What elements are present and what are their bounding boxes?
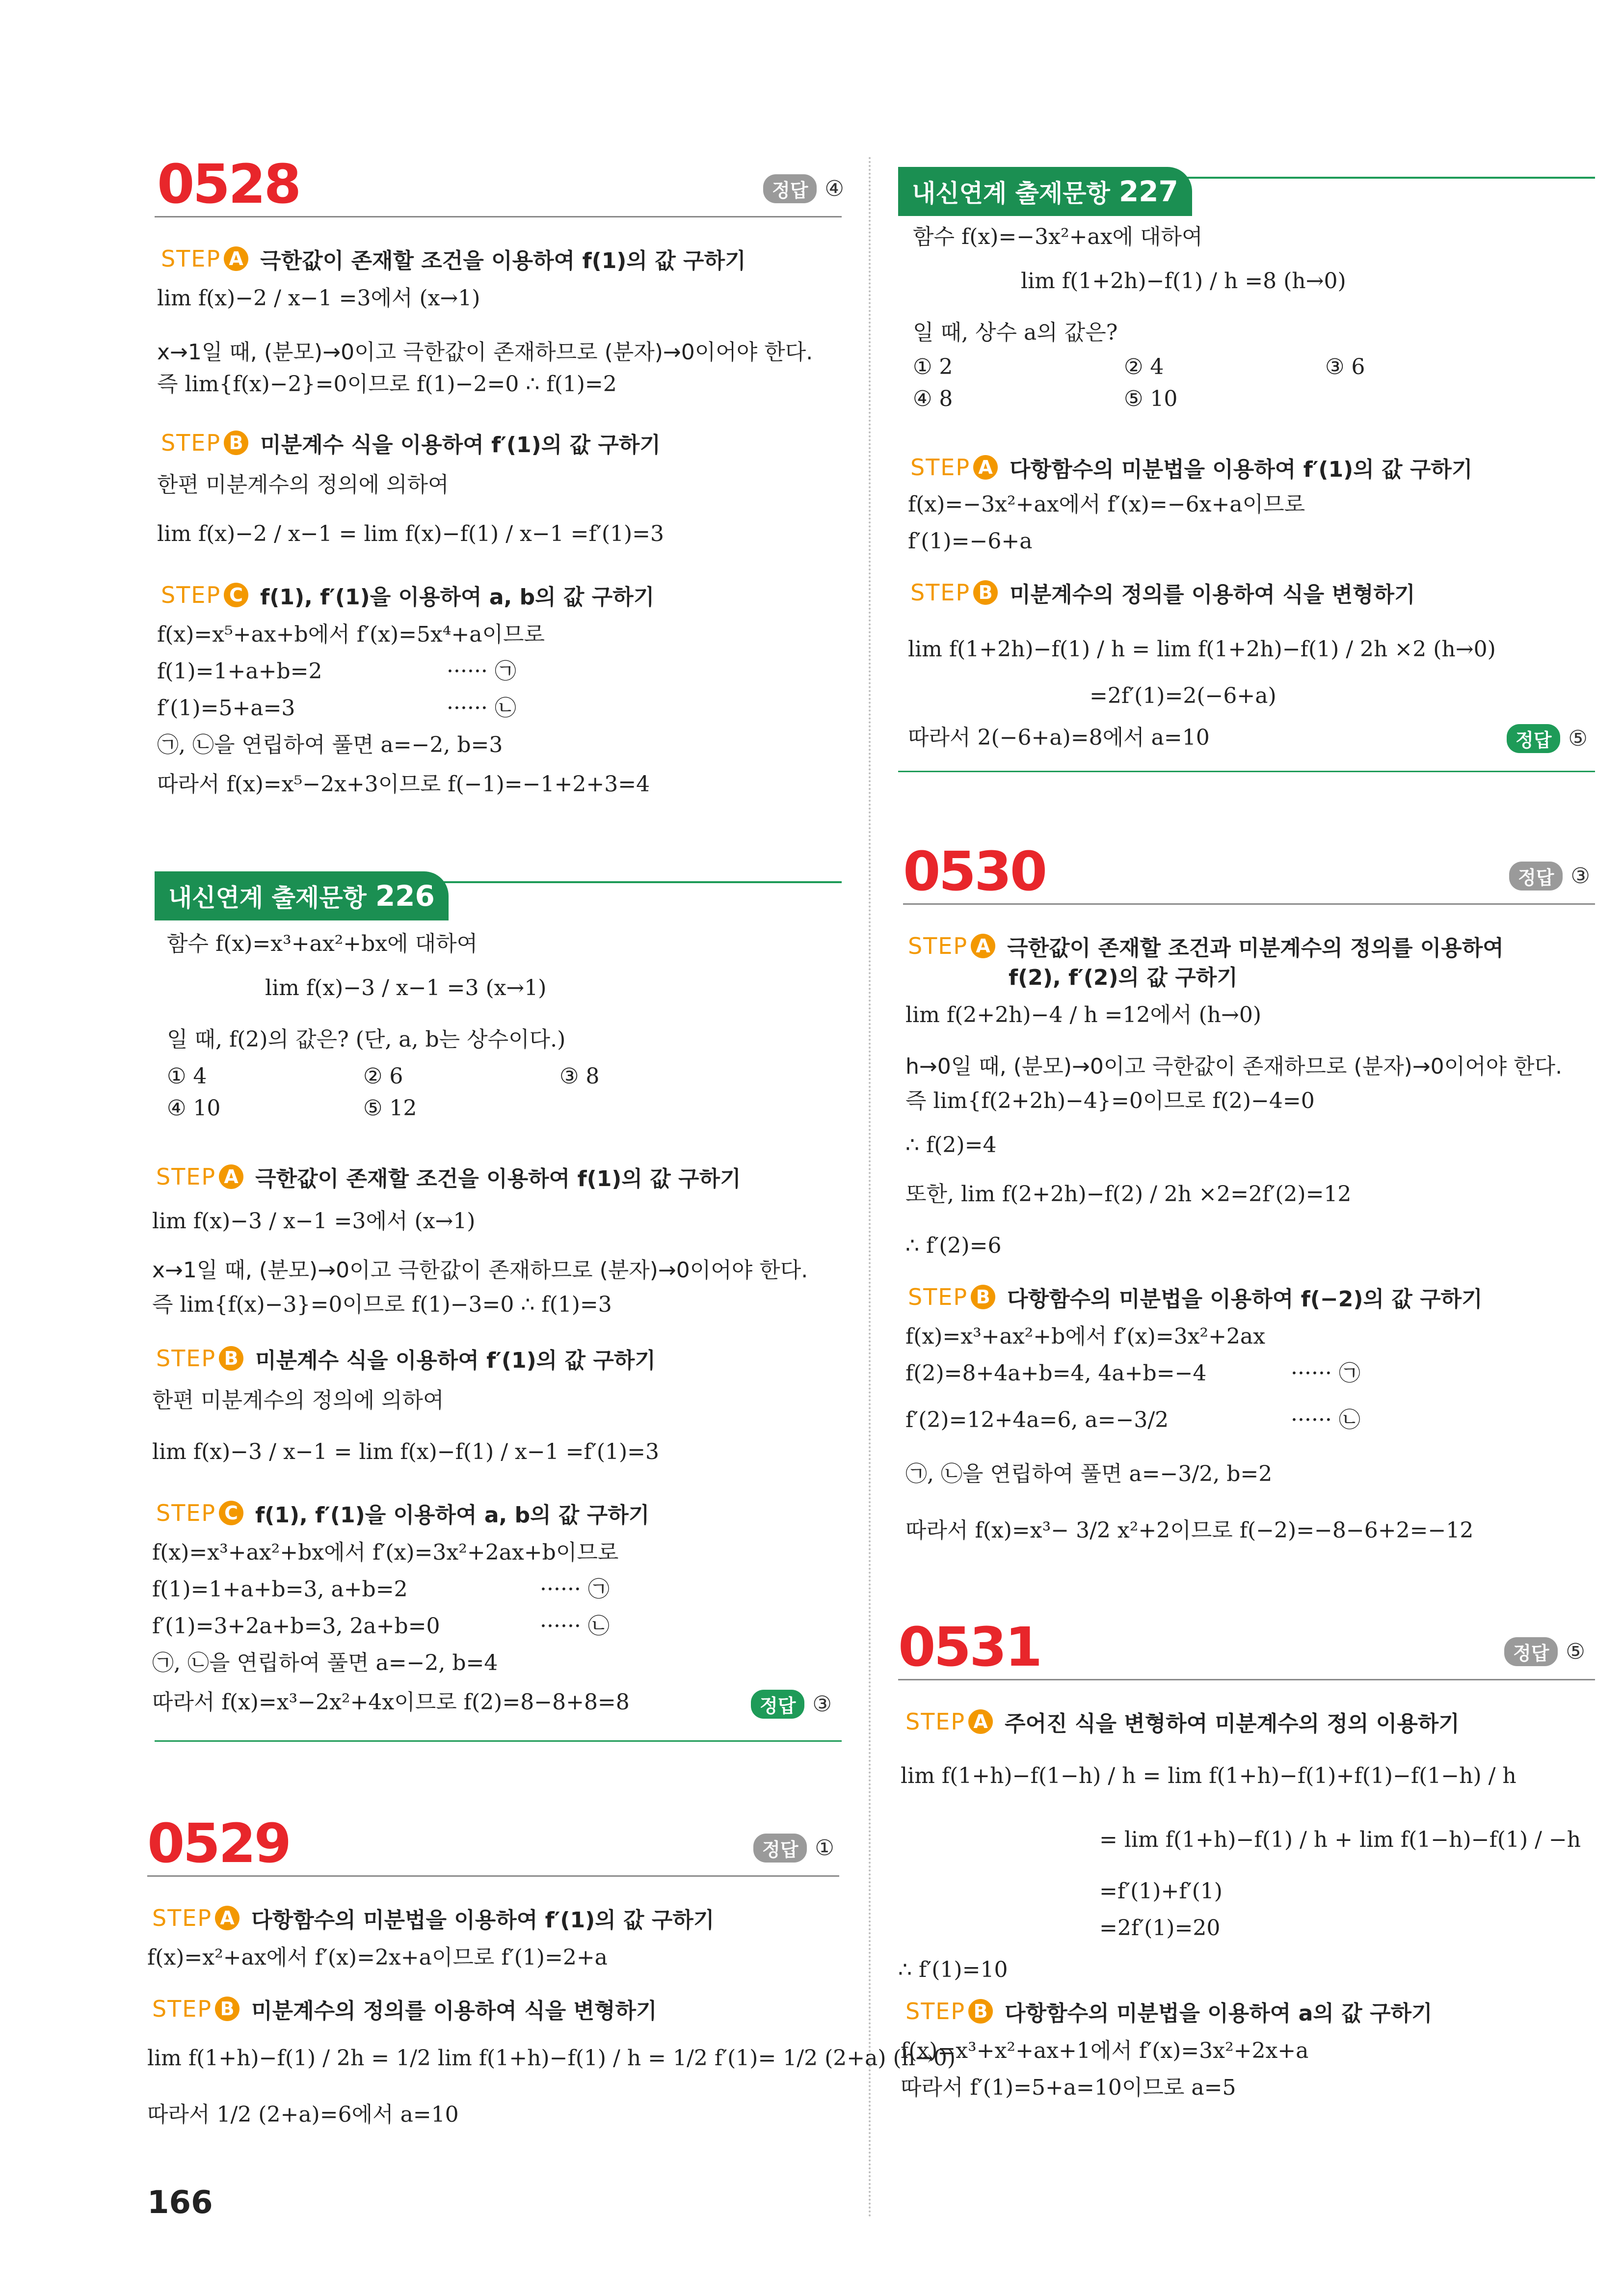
- line: f′(1)=3+2a+b=3, 2a+b=0: [152, 1614, 440, 1639]
- problem-number-0528: 0528: [157, 153, 300, 216]
- step-a-heading: [161, 243, 746, 274]
- line: ∴ f′(2)=6: [905, 1233, 1002, 1258]
- step-title: 극한값이 존재할 조건을 이용하여 f(1)의 값 구하기: [260, 248, 746, 273]
- equation-marker: ······ ㉡: [1291, 1407, 1360, 1432]
- step-a-heading: [905, 1706, 1460, 1737]
- line: ㉠, ㉡을 연립하여 풀면 a=−2, b=4: [152, 1650, 498, 1675]
- choice: ⑤ 10: [1124, 386, 1178, 411]
- line: = lim f(1+h)−f(1) / h + lim f(1−h)−f(1) / −h: [1099, 1827, 1581, 1852]
- question-line: 일 때, 상수 a의 값은?: [913, 320, 1118, 345]
- answer-label: 정답: [753, 1834, 807, 1863]
- step-b-heading: [161, 427, 661, 459]
- line: ∴ f(2)=4: [905, 1133, 997, 1158]
- related-problem-banner-226: [155, 871, 449, 920]
- step-letter: A: [968, 1709, 993, 1734]
- step-a-heading: [910, 452, 1472, 483]
- line: f(2)=8+4a+b=4, 4a+b=−4: [905, 1361, 1207, 1386]
- step-word: STEP: [156, 1163, 216, 1190]
- step-title: 미분계수의 정의를 이용하여 식을 변형하기: [251, 1999, 657, 2024]
- header-rule: [898, 1679, 1595, 1680]
- equation-marker: ······ ㉠: [1291, 1361, 1360, 1386]
- step-title: 미분계수 식을 이용하여 f′(1)의 값 구하기: [255, 1348, 656, 1373]
- step-a-heading: [152, 1902, 714, 1934]
- step-word: STEP: [161, 430, 221, 456]
- line: =f′(1)+f′(1): [1099, 1879, 1223, 1904]
- line: lim f(1+h)−f(1) / 2h = 1/2 lim f(1+h)−f(1) / h = 1/2 f′(1)= 1/2 (2+a) (h→0): [147, 2046, 956, 2071]
- problem-number-0530: 0530: [903, 840, 1046, 903]
- line: f(x)=x²+ax에서 f′(x)=2x+a이므로 f′(1)=2+a: [147, 1945, 608, 1970]
- step-letter: B: [215, 1997, 239, 2021]
- question-line: 일 때, f(2)의 값은? (단, a, b는 상수이다.): [167, 1027, 566, 1052]
- step-title: 다항함수의 미분법을 이용하여 a의 값 구하기: [1005, 2001, 1433, 2026]
- choice: ② 4: [1124, 354, 1164, 379]
- line: lim f(x)−2 / x−1 =3에서 (x→1): [157, 286, 480, 311]
- answer-226: [751, 1690, 832, 1719]
- line: lim f(2+2h)−4 / h =12에서 (h→0): [905, 1002, 1262, 1027]
- line: 한편 미분계수의 정의에 의하여: [157, 472, 449, 497]
- answer-value: ①: [815, 1836, 834, 1861]
- line: 즉 lim{f(x)−2}=0이므로 f(1)−2=0 ∴ f(1)=2: [157, 372, 617, 397]
- step-letter: C: [224, 583, 248, 607]
- step-word: STEP: [152, 1996, 213, 2022]
- step-title: 극한값이 존재할 조건과 미분계수의 정의를 이용하여: [1007, 936, 1504, 961]
- line: 따라서 f′(1)=5+a=10이므로 a=5: [901, 2075, 1236, 2100]
- line: f(x)=x³+ax²+b에서 f′(x)=3x²+2ax: [905, 1324, 1265, 1349]
- line: f(1)=1+a+b=3, a+b=2: [152, 1577, 408, 1602]
- line: f(1)=1+a+b=2: [157, 659, 322, 684]
- line: lim f(1+h)−f(1−h) / h = lim f(1+h)−f(1)+f(1)−f(1−h) / h: [901, 1763, 1517, 1788]
- line: ∴ f′(1)=10: [898, 1957, 1008, 1982]
- line: f(x)=−3x²+ax에서 f′(x)=−6x+a이므로: [908, 492, 1305, 517]
- step-letter: B: [973, 580, 998, 605]
- step-letter: B: [224, 431, 248, 455]
- problem-number-0529: 0529: [147, 1812, 290, 1875]
- step-a-heading: [908, 930, 1504, 962]
- step-b-heading: [908, 1281, 1483, 1313]
- line: f′(1)=−6+a: [908, 529, 1033, 554]
- step-b-heading: [152, 1993, 657, 2025]
- choice: ③ 6: [1325, 354, 1365, 379]
- answer-0529: [753, 1834, 834, 1863]
- step-title: f(1), f′(1)을 이용하여 a, b의 값 구하기: [260, 585, 655, 610]
- column-divider: [869, 157, 871, 2219]
- line: f(x)=x⁵+ax+b에서 f′(x)=5x⁴+a이므로: [157, 622, 545, 647]
- line: 한편 미분계수의 정의에 의하여: [152, 1388, 444, 1413]
- choice: ① 4: [167, 1064, 207, 1089]
- step-word: STEP: [161, 582, 221, 608]
- answer-value: ④: [825, 176, 844, 201]
- step-word: STEP: [908, 1284, 968, 1310]
- step-word: STEP: [910, 579, 971, 606]
- step-word: STEP: [905, 1998, 966, 2025]
- answer-0530: [1509, 862, 1590, 891]
- line: f(x)=x³+x²+ax+1에서 f′(x)=3x²+2x+a: [901, 2038, 1309, 2063]
- line: x→1일 때, (분모)→0이고 극한값이 존재하므로 (분자)→0이어야 한다.: [152, 1258, 808, 1283]
- step-letter: B: [219, 1346, 243, 1371]
- related-problem-banner-227: [898, 167, 1192, 216]
- step-letter: A: [219, 1164, 243, 1189]
- step-title: 다항함수의 미분법을 이용하여 f′(1)의 값 구하기: [1010, 457, 1473, 482]
- answer-value: ③: [812, 1692, 832, 1717]
- step-word: STEP: [152, 1905, 213, 1931]
- step-title: 미분계수 식을 이용하여 f′(1)의 값 구하기: [260, 432, 661, 458]
- line: f′(1)=5+a=3: [157, 696, 295, 721]
- step-word: STEP: [910, 454, 971, 481]
- step-title: 다항함수의 미분법을 이용하여 f′(1)의 값 구하기: [251, 1908, 715, 1933]
- equation-marker: ······ ㉡: [540, 1614, 610, 1639]
- banner-label: 내신연계 출제문항: [912, 179, 1110, 208]
- step-title: 주어진 식을 변형하여 미분계수의 정의 이용하기: [1005, 1711, 1460, 1736]
- line: 또한, lim f(2+2h)−f(2) / 2h ×2=2f′(2)=12: [905, 1182, 1352, 1207]
- line: x→1일 때, (분모)→0이고 극한값이 존재하므로 (분자)→0이어야 한다.: [157, 340, 813, 365]
- step-title: f(2), f′(2)의 값 구하기: [1009, 965, 1238, 990]
- step-letter: C: [219, 1501, 243, 1525]
- step-b-heading: [905, 1996, 1432, 2027]
- step-letter: B: [971, 1285, 995, 1309]
- answer-label: 정답: [763, 174, 817, 203]
- answer-227: [1507, 724, 1588, 753]
- line: ㉠, ㉡을 연립하여 풀면 a=−2, b=3: [157, 732, 503, 757]
- answer-label: 정답: [1504, 1637, 1558, 1666]
- header-rule: [147, 1875, 839, 1877]
- section-rule: [155, 1740, 842, 1742]
- line: lim f(1+2h)−f(1) / h = lim f(1+2h)−f(1) / 2h ×2 (h→0): [908, 637, 1496, 662]
- step-title: f(1), f′(1)을 이용하여 a, b의 값 구하기: [255, 1503, 650, 1528]
- section-rule: [898, 771, 1595, 772]
- step-letter: A: [224, 246, 248, 271]
- question-line: lim f(1+2h)−f(1) / h =8 (h→0): [1021, 269, 1346, 294]
- line: 따라서 f(x)=x³− 3/2 x²+2이므로 f(−2)=−8−6+2=−12: [905, 1518, 1474, 1543]
- step-letter: A: [973, 455, 998, 480]
- line: =2f′(1)=20: [1099, 1916, 1221, 1941]
- choice: ③ 8: [559, 1064, 600, 1089]
- banner-number: 227: [1118, 175, 1178, 208]
- line: f(x)=x³+ax²+bx에서 f′(x)=3x²+2ax+b이므로: [152, 1540, 619, 1565]
- question-line: lim f(x)−3 / x−1 =3 (x→1): [265, 975, 547, 1000]
- equation-marker: ······ ㉠: [447, 659, 516, 684]
- choice: ④ 10: [167, 1096, 221, 1121]
- line: 따라서 2(−6+a)=8에서 a=10: [908, 725, 1210, 750]
- answer-label: 정답: [1509, 862, 1563, 891]
- step-title: 극한값이 존재할 조건을 이용하여 f(1)의 값 구하기: [255, 1166, 741, 1191]
- step-word: STEP: [156, 1345, 216, 1372]
- answer-0528: [763, 174, 844, 203]
- page-number: 166: [147, 2185, 213, 2221]
- problem-number-0531: 0531: [898, 1616, 1041, 1678]
- line: 즉 lim{f(2+2h)−4}=0이므로 f(2)−4=0: [905, 1088, 1315, 1113]
- step-letter: B: [968, 1999, 993, 2024]
- step-c-heading: [156, 1497, 649, 1529]
- step-b-heading: [156, 1343, 656, 1374]
- step-word: STEP: [908, 933, 968, 959]
- step-word: STEP: [156, 1500, 216, 1526]
- step-title: 미분계수의 정의를 이용하여 식을 변형하기: [1010, 582, 1415, 607]
- header-rule: [903, 903, 1595, 905]
- line: f′(2)=12+4a=6, a=−3/2: [905, 1407, 1169, 1432]
- line: ㉠, ㉡을 연립하여 풀면 a=−3/2, b=2: [905, 1461, 1273, 1486]
- answer-0531: [1504, 1637, 1585, 1666]
- step-letter: A: [971, 934, 995, 958]
- answer-label: 정답: [1507, 724, 1560, 753]
- banner-label: 내신연계 출제문항: [168, 884, 367, 912]
- line: lim f(x)−3 / x−1 = lim f(x)−f(1) / x−1 =f′(1)=3: [152, 1439, 660, 1464]
- banner-number: 226: [375, 879, 435, 913]
- line: 따라서 f(x)=x³−2x²+4x이므로 f(2)=8−8+8=8: [152, 1690, 630, 1715]
- line: lim f(x)−3 / x−1 =3에서 (x→1): [152, 1209, 476, 1234]
- answer-value: ⑤: [1566, 1639, 1585, 1664]
- choice: ① 2: [913, 354, 953, 379]
- question-line: 함수 f(x)=x³+ax²+bx에 대하여: [167, 931, 478, 956]
- line: h→0일 때, (분모)→0이고 극한값이 존재하므로 (분자)→0이어야 한다.: [905, 1054, 1563, 1079]
- equation-marker: ······ ㉠: [540, 1577, 610, 1602]
- line: lim f(x)−2 / x−1 = lim f(x)−f(1) / x−1 =f′(1)=3: [157, 521, 665, 546]
- answer-value: ③: [1570, 864, 1590, 889]
- line: 따라서 f(x)=x⁵−2x+3이므로 f(−1)=−1+2+3=4: [157, 772, 650, 797]
- line: 즉 lim{f(x)−3}=0이므로 f(1)−3=0 ∴ f(1)=3: [152, 1292, 612, 1317]
- step-b-heading: [910, 577, 1415, 608]
- step-a-heading: [156, 1161, 741, 1192]
- choice: ② 6: [363, 1064, 403, 1089]
- answer-label: 정답: [751, 1690, 804, 1719]
- question-line: 함수 f(x)=−3x²+ax에 대하여: [913, 224, 1203, 249]
- step-letter: A: [215, 1906, 239, 1930]
- step-title: 다항함수의 미분법을 이용하여 f(−2)의 값 구하기: [1007, 1287, 1483, 1312]
- equation-marker: ······ ㉡: [447, 696, 516, 721]
- step-word: STEP: [161, 245, 221, 272]
- answer-value: ⑤: [1568, 726, 1588, 751]
- line: 따라서 1/2 (2+a)=6에서 a=10: [147, 2102, 459, 2127]
- choice: ⑤ 12: [363, 1096, 417, 1121]
- step-word: STEP: [905, 1708, 966, 1735]
- step-a-heading-cont: [1009, 960, 1238, 991]
- step-c-heading: [161, 579, 654, 611]
- choice: ④ 8: [913, 386, 953, 411]
- header-rule: [155, 216, 842, 217]
- line: =2f′(1)=2(−6+a): [1090, 683, 1277, 708]
